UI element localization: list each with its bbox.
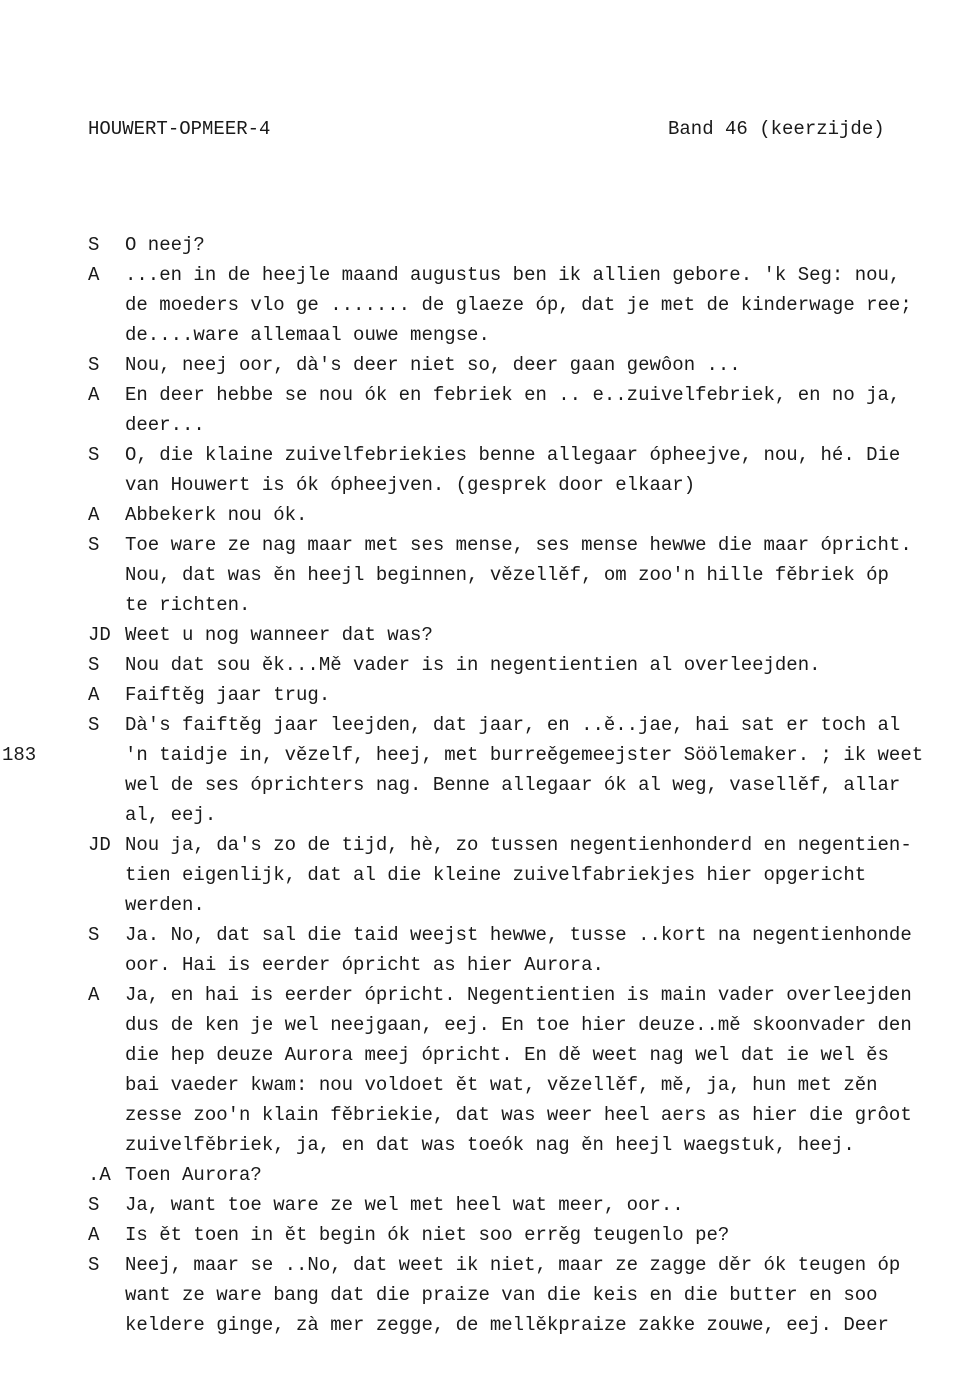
utterance-line: Abbekerk nou ók. bbox=[125, 504, 308, 526]
dialogue-turn bbox=[88, 230, 973, 260]
utterance bbox=[125, 980, 973, 1160]
utterance bbox=[125, 920, 973, 980]
speaker-label: S bbox=[88, 444, 100, 466]
utterance-line: Ja. No, dat sal die taid weejst hewwe, tusse ..kort na negentienhonde bbox=[125, 924, 912, 946]
speaker-label: A bbox=[88, 504, 100, 526]
utterance-line: Is ět toen in ět begin ók niet soo errěg teugenlo pe? bbox=[125, 1224, 730, 1246]
utterance-line: want ze ware bang dat die praize van die keis en die butter en soo bbox=[125, 1284, 878, 1306]
dialogue-turn bbox=[88, 980, 973, 1160]
dialogue-turn bbox=[88, 530, 973, 620]
utterance-line: Toen Aurora? bbox=[125, 1164, 262, 1186]
speaker-label: S bbox=[88, 234, 100, 256]
dialogue-turn bbox=[88, 710, 973, 830]
utterance bbox=[125, 650, 973, 680]
dialogue-turn bbox=[88, 1190, 973, 1220]
dialogue-turn bbox=[88, 440, 973, 500]
speaker-label: S bbox=[88, 1194, 100, 1216]
utterance-line: Nou ja, da's zo de tijd, hè, zo tussen negentienhonderd en negentien- bbox=[125, 834, 912, 856]
utterance-line: de moeders vlo ge ....... de glaeze óp, dat je met de kinderwage ree; bbox=[125, 294, 912, 316]
utterance bbox=[125, 1190, 973, 1220]
utterance-line: ...en in de heejle maand augustus ben ik allien gebore. 'k Seg: nou, bbox=[125, 264, 901, 286]
utterance-line: die hep deuze Aurora meej ópricht. En dě weet nag wel dat ie wel ěs bbox=[125, 1044, 889, 1066]
utterance bbox=[125, 440, 973, 500]
speaker-label: JD bbox=[88, 834, 111, 856]
utterance-line: Nou, neej oor, dà's deer niet so, deer gaan gewôon ... bbox=[125, 354, 741, 376]
utterance bbox=[125, 530, 973, 620]
dialogue-turn bbox=[88, 1160, 973, 1190]
utterance-line: Nou, dat was ěn heejl beginnen, vězellěf, om zoo'n hille fěbriek óp bbox=[125, 564, 889, 586]
speaker-label: S bbox=[88, 654, 100, 676]
utterance-line: van Houwert is ók ópheejven. (gesprek door elkaar) bbox=[125, 474, 696, 496]
tape-label: Band 46 (keerzijde) bbox=[668, 118, 885, 140]
dialogue-turn bbox=[88, 350, 973, 380]
utterance bbox=[125, 620, 973, 650]
utterance-line: tien eigenlijk, dat al die kleine zuivelfabriekjes hier opgericht bbox=[125, 864, 867, 886]
dialogue-turn bbox=[88, 650, 973, 680]
utterance-line: O, die klaine zuivelfebriekies benne allegaar ópheejve, nou, hé. Die bbox=[125, 444, 901, 466]
speaker-label: A bbox=[88, 684, 100, 706]
speaker-label: JD bbox=[88, 624, 111, 646]
speaker-label: A bbox=[88, 384, 100, 406]
utterance-line: wel de ses óprichters nag. Benne allegaar ók al weg, vasellěf, allar bbox=[125, 774, 901, 796]
dialogue-turn bbox=[88, 620, 973, 650]
utterance-line: Toe ware ze nag maar met ses mense, ses mense hewwe die maar ópricht. bbox=[125, 534, 912, 556]
document-title: HOUWERT-OPMEER-4 bbox=[88, 118, 271, 140]
utterance bbox=[125, 710, 973, 830]
speaker-label: .A bbox=[88, 1164, 111, 1186]
utterance-line: Neej, maar se ..No, dat weet ik niet, maar ze zagge děr ók teugen óp bbox=[125, 1254, 901, 1276]
speaker-label: S bbox=[88, 534, 100, 556]
speaker-label: A bbox=[88, 264, 100, 286]
utterance-line: keldere ginge, zà mer zegge, de mellěkpraize zakke zouwe, eej. Deer bbox=[125, 1314, 889, 1336]
utterance-line: dus de ken je wel neejgaan, eej. En toe hier deuze..mě skoonvader den bbox=[125, 1014, 912, 1036]
utterance bbox=[125, 1250, 973, 1340]
utterance-line: werden. bbox=[125, 894, 205, 916]
utterance-line: Nou dat sou ěk...Mě vader is in negentientien al overleejden. bbox=[125, 654, 821, 676]
utterance bbox=[125, 350, 973, 380]
margin-line-number: 183 bbox=[2, 744, 37, 766]
utterance-line: deer... bbox=[125, 414, 205, 436]
utterance-line: En deer hebbe se nou ók en febriek en .. e..zuivelfebriek, en no ja, bbox=[125, 384, 901, 406]
utterance-line: Faiftěg jaar trug. bbox=[125, 684, 331, 706]
dialogue-turn bbox=[88, 500, 973, 530]
transcript-body bbox=[88, 230, 973, 1340]
speaker-label: S bbox=[88, 714, 100, 736]
utterance-line: te richten. bbox=[125, 594, 251, 616]
speaker-label: A bbox=[88, 1224, 100, 1246]
dialogue-turn bbox=[88, 830, 973, 920]
utterance-line: Ja, en hai is eerder ópricht. Negentientien is main vader overleejden bbox=[125, 984, 912, 1006]
dialogue-turn bbox=[88, 1220, 973, 1250]
utterance bbox=[125, 830, 973, 920]
utterance-line: oor. Hai is eerder ópricht as hier Aurora. bbox=[125, 954, 604, 976]
utterance bbox=[125, 680, 973, 710]
utterance-line: zuivelfěbriek, ja, en dat was toeók nag ěn heejl waegstuk, heej. bbox=[125, 1134, 855, 1156]
utterance-line: bai vaeder kwam: nou voldoet ět wat, vězellěf, mě, ja, hun met zěn bbox=[125, 1074, 878, 1096]
utterance-line: Dà's faiftěg jaar leejden, dat jaar, en ..ě..jae, hai sat er toch al bbox=[125, 714, 901, 736]
speaker-label: S bbox=[88, 354, 100, 376]
dialogue-turn bbox=[88, 1250, 973, 1340]
utterance-line: O neej? bbox=[125, 234, 205, 256]
utterance bbox=[125, 1220, 973, 1250]
speaker-label: S bbox=[88, 924, 100, 946]
utterance-line: 'n taidje in, vězelf, heej, met burreěgemeejster Söölemaker. ; ik weet bbox=[125, 744, 924, 766]
dialogue-turn bbox=[88, 680, 973, 710]
utterance bbox=[125, 260, 973, 350]
dialogue-turn bbox=[88, 920, 973, 980]
utterance bbox=[125, 230, 973, 260]
dialogue-turn bbox=[88, 380, 973, 440]
utterance-line: al, eej. bbox=[125, 804, 217, 826]
utterance-line: Ja, want toe ware ze wel met heel wat meer, oor.. bbox=[125, 1194, 684, 1216]
utterance-line: Weet u nog wanneer dat was? bbox=[125, 624, 433, 646]
dialogue-turn bbox=[88, 260, 973, 350]
speaker-label: S bbox=[88, 1254, 100, 1276]
utterance-line: de....ware allemaal ouwe mengse. bbox=[125, 324, 490, 346]
utterance-line: zesse zoo'n klain fěbriekie, dat was weer heel aers as hier die grôot bbox=[125, 1104, 912, 1126]
utterance bbox=[125, 500, 973, 530]
speaker-label: A bbox=[88, 984, 100, 1006]
utterance bbox=[125, 1160, 973, 1190]
utterance bbox=[125, 380, 973, 440]
